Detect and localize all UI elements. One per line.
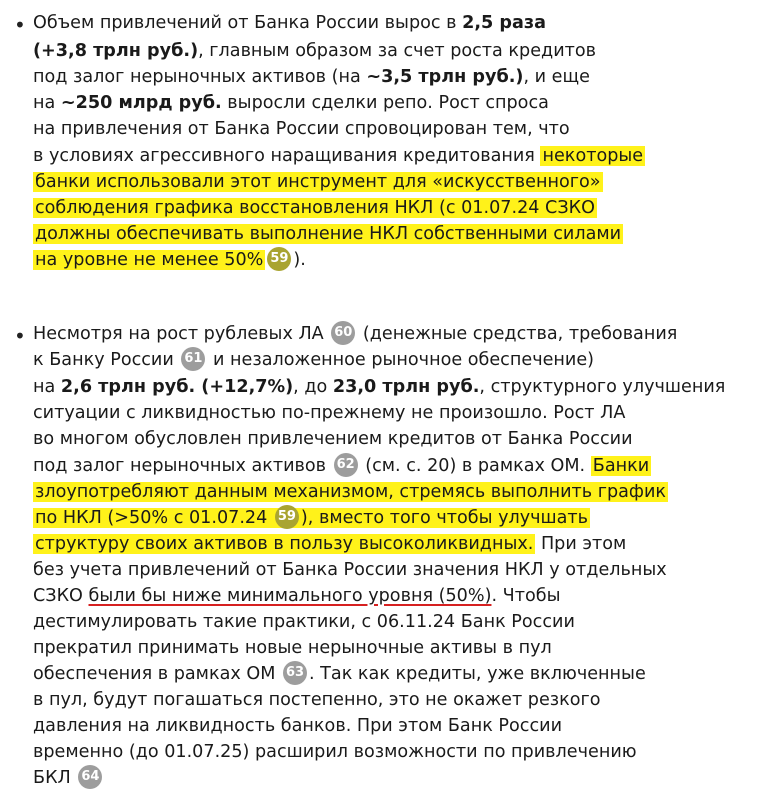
text: на [33, 93, 61, 113]
bold-text: ~3,5 трлн руб.) [366, 67, 524, 87]
text: , главным образом за счет роста кредитов [198, 41, 597, 61]
p2-line-2 [33, 347, 594, 373]
text: , структурного улучшения [479, 377, 726, 397]
text: ). [293, 250, 306, 270]
bold-text: 2,6 трлн руб. (+12,7%) [60, 377, 294, 397]
p2-line-1 [33, 321, 677, 347]
p2-line-6 [33, 453, 651, 479]
bullet-2: • [14, 324, 26, 348]
p1-line-7 [33, 169, 603, 195]
highlighted-text: злоупотребляют данным механизмом, стремясь выполнить график [35, 482, 667, 502]
p2-line-9 [33, 531, 626, 557]
text: При этом [535, 534, 627, 554]
bold-text: 2,5 раза [462, 13, 546, 33]
highlighted-text: соблюдения графика восстановления НКЛ (с 01.07.24 СЗКО [35, 198, 595, 218]
text: в условиях агрессивного наращивания кредитования [33, 146, 541, 166]
text: выросли сделки репо. Рост спроса [221, 93, 549, 113]
p2-line-17: временно (до 01.07.25) расширил возможности по привлечению [33, 742, 637, 762]
p1-line-1 [33, 10, 546, 36]
reference-badge-62[interactable]: 62 [334, 453, 358, 477]
text: , и еще [523, 67, 590, 87]
bold-text: ~250 млрд руб. [60, 93, 222, 113]
text: на [33, 377, 61, 397]
p2-line-5: во многом обусловлен привлечением кредитов от Банка России [33, 429, 633, 449]
highlighted-text: банки использовали этот инструмент для «искусственного» [35, 172, 601, 192]
p1-line-2 [33, 38, 596, 64]
bullet-1: • [14, 13, 26, 37]
text: СЗКО [33, 586, 89, 606]
p2-line-18 [33, 765, 104, 791]
p2-line-4: ситуации с ликвидностью по-прежнему не произошло. Рост ЛА [33, 403, 626, 423]
reference-badge-61[interactable]: 61 [181, 347, 205, 371]
p2-line-16: давления на ликвидность банков. При этом Банк России [33, 716, 562, 736]
highlighted-text: должны обеспечивать выполнение НКЛ собственными силами [35, 224, 622, 244]
reference-badge-60[interactable]: 60 [331, 321, 355, 345]
p1-line-5: на привлечения от Банка России спровоцирован тем, что [33, 119, 570, 139]
text: . Так как кредиты, уже включенные [309, 664, 646, 684]
p2-line-3 [33, 374, 725, 400]
p1-line-10 [33, 247, 306, 273]
underlined-text: были бы ниже минимального уровня (50%) [88, 586, 492, 606]
reference-badge-59[interactable]: 59 [267, 247, 291, 271]
text: (денежные средства, требования [357, 324, 678, 344]
text: к Банку России [33, 350, 180, 370]
p2-line-11 [33, 583, 560, 609]
bold-text: 23,0 трлн руб. [332, 377, 480, 397]
p1-line-9 [33, 221, 623, 247]
text: по НКЛ (>50% с 01.07.24 [35, 508, 273, 528]
text: обеспечения в рамках ОМ [33, 664, 281, 684]
text: Объем привлечений от Банка России вырос в [33, 13, 463, 33]
reference-badge-59[interactable]: 59 [275, 505, 299, 529]
p1-line-3 [33, 64, 590, 90]
text: под залог нерыночных активов [33, 456, 332, 476]
p2-line-10: без учета привлечений от Банка России значения НКЛ у отдельных [33, 560, 667, 580]
p2-line-12: дестимулировать такие практики, с 06.11.24 Банк России [33, 612, 575, 632]
text: под залог нерыночных активов (на [33, 67, 367, 87]
highlighted-text: на уровне не менее 50% [35, 250, 264, 270]
p2-line-13: прекратил принимать новые нерыночные активы в пул [33, 638, 552, 658]
text: БКЛ [33, 768, 77, 788]
highlighted-text: структуру своих активов в пользу высоколиквидных. [35, 534, 534, 554]
p2-line-14 [33, 661, 646, 687]
bold-text: (+3,8 трлн руб.) [33, 41, 199, 61]
text: Несмотря на рост рублевых ЛА [33, 324, 330, 344]
p1-line-4 [33, 90, 549, 116]
text: . Чтобы [491, 586, 561, 606]
text: , до [293, 377, 333, 397]
p2-line-15: в пул, будут погашаться постепенно, это не окажет резкого [33, 690, 601, 710]
text: ), вместо того чтобы улучшать [300, 508, 589, 528]
text: (см. с. 20) в рамках ОМ. [359, 456, 591, 476]
highlighted-text: некоторые [542, 146, 644, 166]
p2-line-7 [33, 479, 668, 505]
p1-line-8 [33, 195, 597, 221]
highlighted-text: Банки [592, 456, 650, 476]
p2-line-8 [33, 505, 590, 531]
p1-line-6 [33, 143, 645, 169]
highlighted-text [33, 508, 590, 528]
reference-badge-63[interactable]: 63 [283, 661, 307, 685]
reference-badge-64[interactable]: 64 [78, 765, 102, 789]
text: и незаложенное рыночное обеспечение) [207, 350, 595, 370]
